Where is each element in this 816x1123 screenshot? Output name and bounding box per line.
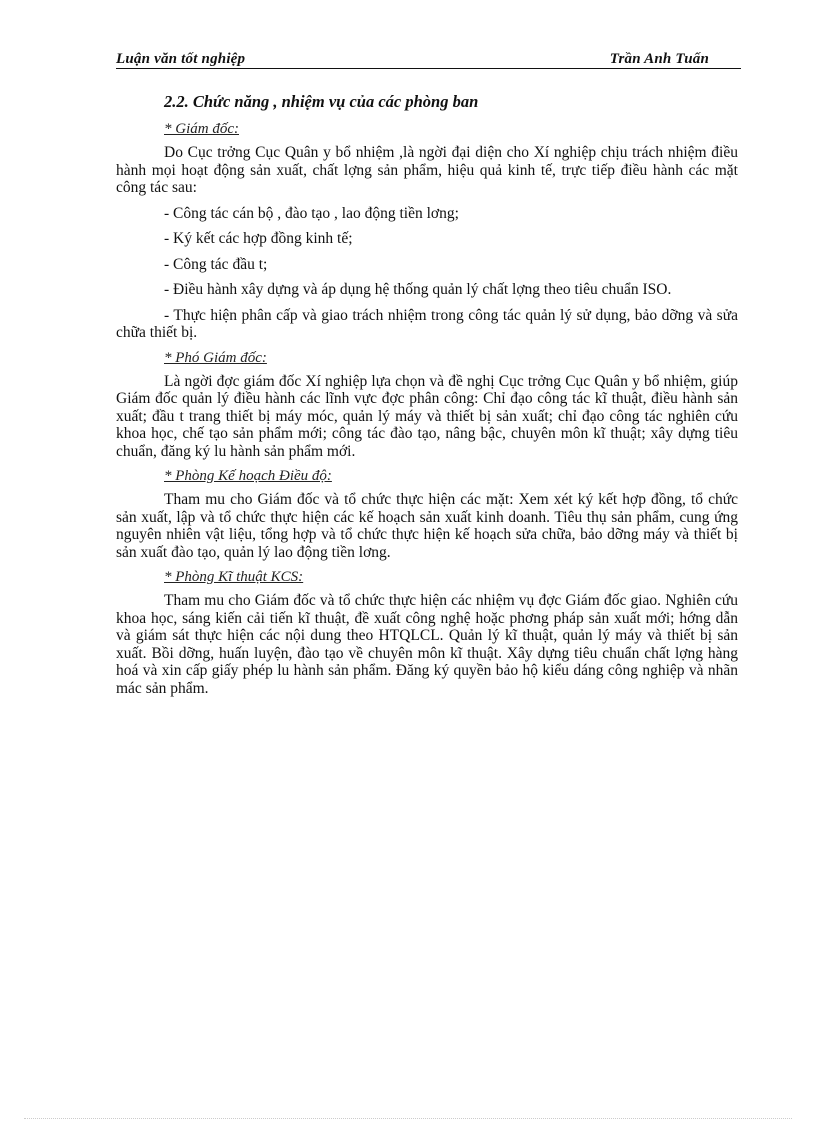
ki-thuat-heading: * Phòng Kĩ thuật KCS: [164, 569, 304, 585]
giam-doc-item: - Thực hiện phân cấp và giao trách nhiệm trong công tác quản lý sử dụng, bảo dỡng và sửa chữa thiết bị. [116, 306, 738, 341]
page-bottom-divider [24, 1118, 792, 1119]
ke-hoach-text: Tham mu cho Giám đốc và tổ chức thực hiện các mặt: Xem xét ký kết hợp đồng, tổ chức sản xuất, lập và tổ chức thực hiện các kế hoạch sản xuất kinh doanh. Tiêu thụ sản phẩm, cung ứng nguyên nhiên vật liệu, tổng hợp và tổ chức thực hiện kế hoạch sửa chữa, bảo dỡng máy và thiết bị sản xuất đào tạo, quản lý lao động tiền lơng. [116, 491, 738, 561]
giam-doc-item: - Điều hành xây dựng và áp dụng hệ thống quản lý chất lợng theo tiêu chuẩn ISO. [164, 281, 672, 298]
page-header [116, 50, 741, 69]
header-thesis-title: Luận văn tốt nghiệp [116, 51, 246, 67]
ke-hoach-heading: * Phòng Kế hoạch Điều độ: [164, 468, 332, 484]
pho-giam-doc-text: Là ngời đợc giám đốc Xí nghiệp lựa chọn và đề nghị Cục trởng Cục Quân y bổ nhiệm, giúp Giám đốc quản lý điều hành các lĩnh vực đợc phân công: Chỉ đạo công tác kĩ thuật, điều hành sản xuất; đầu t trang thiết bị máy móc, quản lý máy và thiết bị sản xuất; chỉ đạo công tác nghiên cứu khoa học, chế tạo sản phẩm mới; công tác đào tạo, nâng bậc, chuyên môn kĩ thuật; xây dựng tiêu chuẩn, đăng ký lu hành sản phẩm mới. [116, 372, 738, 460]
pho-giam-doc-heading: * Phó Giám đốc: [164, 349, 267, 366]
giam-doc-intro: Do Cục trởng Cục Quân y bổ nhiệm ,là ngời đại diện cho Xí nghiệp chịu trách nhiệm điều hành mọi hoạt động sản xuất, chất lợng sản phẩm, hiệu quả kinh tế, trực tiếp điều hành các mặt công tác sau: [116, 144, 738, 196]
giam-doc-item: - Ký kết các hợp đồng kinh tế; [164, 230, 353, 247]
header-author-name: Trần Anh Tuấn [609, 51, 709, 67]
giam-doc-item: - Công tác cán bộ , đào tạo , lao động tiền lơng; [164, 204, 459, 222]
section-title: 2.2. Chức năng , nhiệm vụ của các phòng ban [164, 92, 479, 111]
giam-doc-item: - Công tác đầu t; [164, 255, 268, 273]
giam-doc-heading: * Giám đốc: [164, 121, 239, 137]
ki-thuat-text: Tham mu cho Giám đốc và tổ chức thực hiện các nhiệm vụ đợc Giám đốc giao. Nghiên cứu khoa học, sáng kiến cải tiến kĩ thuật, đề xuất công nghệ hoặc phơng pháp sản xuất mới; hớng dẫn và giám sát thực hiện các nội dung theo HTQLCL. Quản lý kĩ thuật, quản lý máy và thiết bị sản xuất. Bồi dỡng, huấn luyện, đào tạo về chuyên môn kĩ thuật. Xây dựng tiêu chuẩn chất lợng hàng hoá và xin cấp giấy phép lu hành sản phẩm. Đăng ký quyền bảo hộ kiểu dáng công nghiệp và nhãn mác sản phẩm. [116, 592, 738, 697]
document-body [116, 92, 738, 705]
